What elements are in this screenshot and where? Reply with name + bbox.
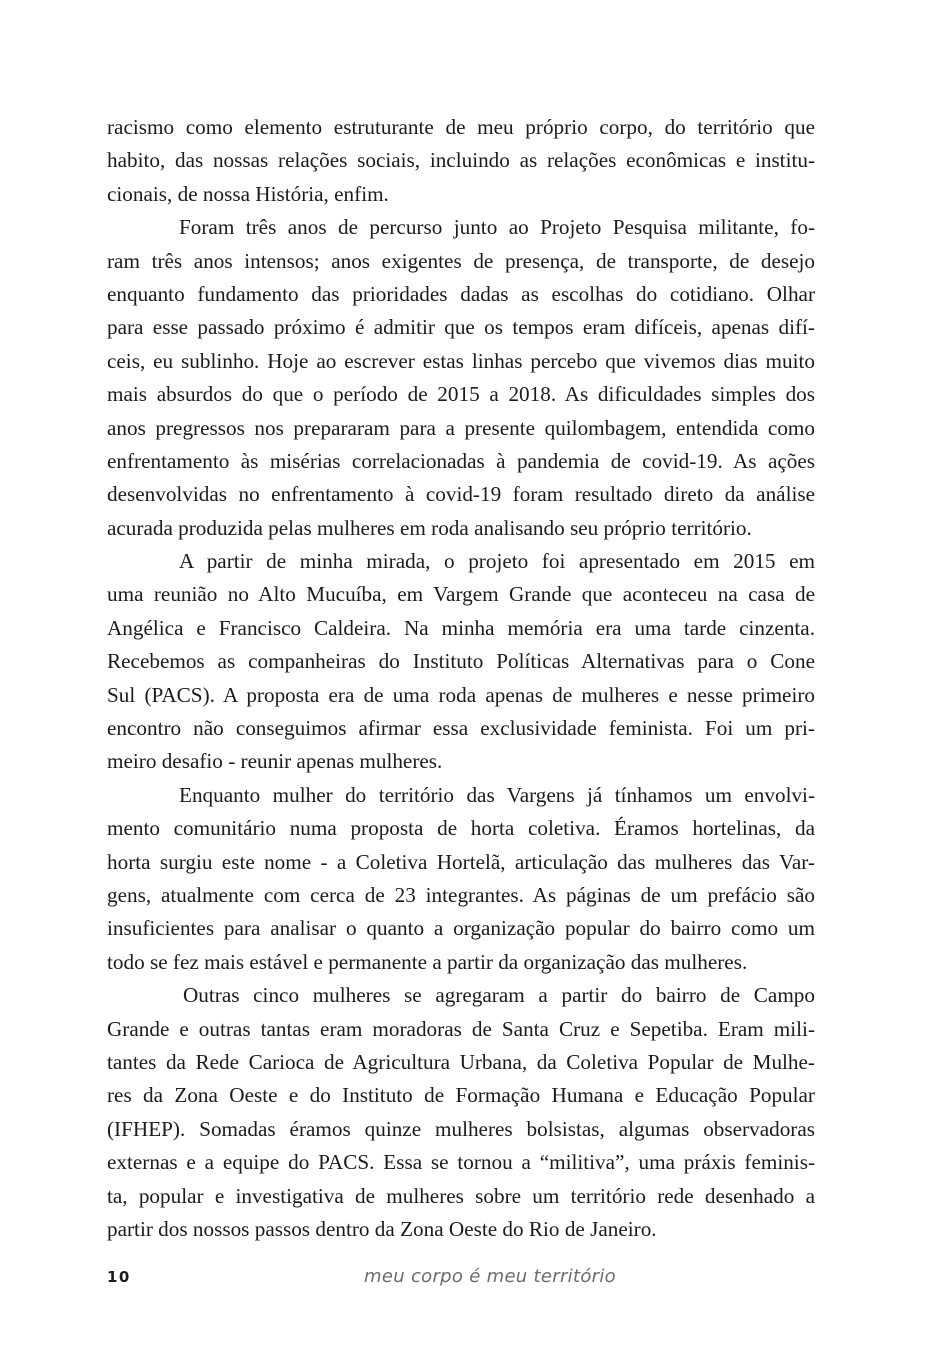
paragraph-2-line-4: para esse passado próximo é admitir que os tempos eram difíceis, apenas difí-	[107, 315, 815, 340]
body-text	[107, 111, 815, 1246]
paragraph-1-line-2: habito, das nossas relações sociais, incluindo as relações econômicas e institu-	[107, 148, 815, 173]
paragraph-4-line-2: mento comunitário numa proposta de horta coletiva. Éramos hortelinas, da	[107, 816, 815, 841]
paragraph-2-line-2: ram três anos intensos; anos exigentes de presença, de transporte, de desejo	[107, 248, 815, 273]
paragraph-5-line-4: res da Zona Oeste e do Instituto de Formação Humana e Educação Popular	[107, 1083, 815, 1108]
paragraph-4-line-3: horta surgiu este nome - a Coletiva Hortelã, articulação das mulheres das Var-	[107, 849, 815, 874]
paragraph-5-line-7: ta, popular e investigativa de mulheres sobre um território rede desenhado a	[107, 1183, 815, 1208]
paragraph-3-line-7: meiro desafio - reunir apenas mulheres.	[107, 749, 443, 774]
paragraph-2-line-5: ceis, eu sublinho. Hoje ao escrever estas linhas percebo que vivemos dias muito	[107, 348, 815, 373]
paragraph-3-line-5: Sul (PACS). A proposta era de uma roda apenas de mulheres e nesse primeiro	[107, 682, 815, 707]
paragraph-5-line-8: partir dos nossos passos dentro da Zona Oeste do Rio de Janeiro.	[107, 1216, 657, 1241]
paragraph-2-line-9: desenvolvidas no enfrentamento à covid-19 foram resultado direto da análise	[107, 482, 815, 507]
paragraph-2-line-3: enquanto fundamento das prioridades dadas as escolhas do cotidiano. Olhar	[107, 281, 815, 306]
running-title: meu corpo é meu território	[364, 1266, 616, 1287]
paragraph-5-line-1: Outras cinco mulheres se agregaram a partir do bairro de Campo	[183, 983, 815, 1008]
paragraph-3-line-6: encontro não conseguimos afirmar essa exclusividade feminista. Foi um pri-	[107, 716, 815, 741]
paragraph-3-line-1: A partir de minha mirada, o projeto foi apresentado em 2015 em	[179, 549, 815, 574]
paragraph-3-line-2: uma reunião no Alto Mucuíba, em Vargem Grande que aconteceu na casa de	[107, 582, 815, 607]
paragraph-1-line-1: racismo como elemento estruturante de meu próprio corpo, do território que	[107, 115, 815, 139]
paragraph-1-line-3: cionais, de nossa História, enfim.	[107, 181, 389, 206]
paragraph-3-line-3: Angélica e Francisco Caldeira. Na minha memória era uma tarde cinzenta.	[107, 615, 815, 640]
paragraph-4-line-1: Enquanto mulher do território das Vargens já tínhamos um envolvi-	[179, 782, 815, 807]
page-number: 10	[107, 1268, 131, 1286]
paragraph-2-line-10: acurada produzida pelas mulheres em roda analisando seu próprio território.	[107, 515, 752, 540]
paragraph-5-line-2: Grande e outras tantas eram moradoras de Santa Cruz e Sepetiba. Eram mili-	[107, 1016, 815, 1041]
paragraph-4-line-5: insuficientes para analisar o quanto a organização popular do bairro como um	[107, 916, 815, 941]
paragraph-5-line-5: (IFHEP). Somadas éramos quinze mulheres bolsistas, algumas observadoras	[107, 1116, 815, 1141]
paragraph-5-line-3: tantes da Rede Carioca de Agricultura Urbana, da Coletiva Popular de Mulhe-	[107, 1049, 815, 1074]
paragraph-2-line-6: mais absurdos do que o período de 2015 a 2018. As dificuldades simples dos	[107, 382, 815, 407]
paragraph-4-line-4: gens, atualmente com cerca de 23 integrantes. As páginas de um prefácio são	[107, 882, 815, 907]
paragraph-2-line-7: anos pregressos nos prepararam para a presente quilombagem, entendida como	[107, 415, 815, 440]
paragraph-4-line-6: todo se fez mais estável e permanente a partir da organização das mulheres.	[107, 949, 748, 974]
paragraph-2-line-1: Foram três anos de percurso junto ao Projeto Pesquisa militante, fo-	[179, 215, 815, 240]
paragraph-5-line-6: externas e a equipe do PACS. Essa se tornou a “militiva”, uma práxis feminis-	[107, 1150, 815, 1175]
paragraph-2-line-8: enfrentamento às misérias correlacionadas à pandemia de covid-19. As ações	[107, 448, 815, 473]
paragraph-3-line-4: Recebemos as companheiras do Instituto Políticas Alternativas para o Cone	[107, 649, 815, 674]
